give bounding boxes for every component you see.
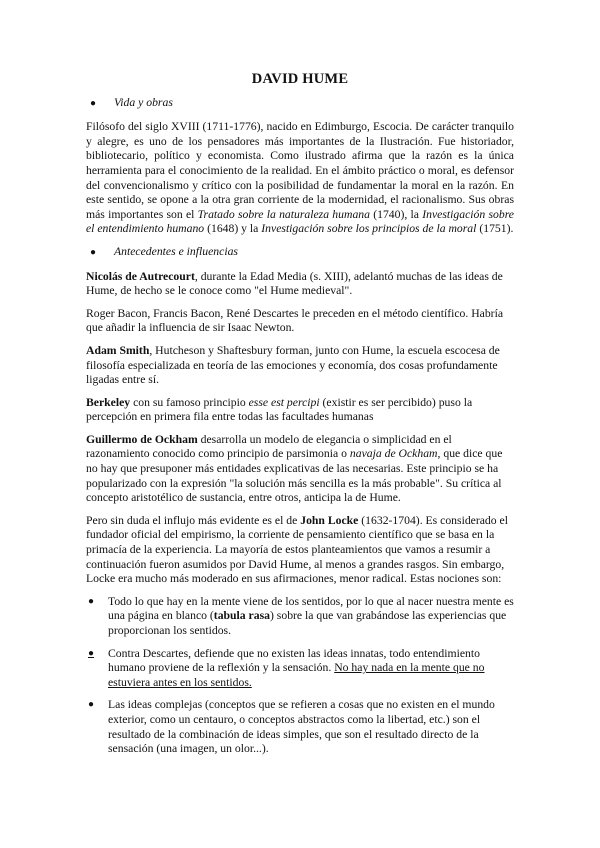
work-title: Investigación sobre los principios de la moral <box>261 222 477 236</box>
person-name: Adam Smith <box>86 343 150 357</box>
autrecourt-paragraph: Nicolás de Autrecourt, durante la Edad Media (s. XIII), adelantó muchas de las ideas de Hume, de hecho se le conoce como "el Hume medieval". <box>86 269 503 298</box>
section-heading-text: Antecedentes e influencias <box>114 244 238 258</box>
person-name: John Locke <box>300 513 359 527</box>
list-item-text: Todo lo que hay en la mente viene de los sentidos, por lo que al nacer nuestra mente es una página en blanco (tabula rasa) sobre la que van grabándose las experiencias que proporcionan los sentidos. <box>108 594 514 637</box>
section-heading-antecedentes <box>86 245 514 261</box>
berkeley-paragraph: Berkeley con su famoso principio esse est percipi (existir es ser percibido) puso la percepción en primera fila entre todas las facultades humanas <box>86 395 473 424</box>
list-item <box>86 647 514 691</box>
bullet-icon: ● <box>88 595 95 607</box>
latin-phrase: esse est percipi <box>248 395 320 409</box>
smith-paragraph: Adam Smith, Hutcheson y Shaftesbury forman, junto con Hume, la escuela escocesa de filosofía especializada en teoría de las emociones y economía, dos cosas profundamente ligadas entre sí. <box>86 343 500 387</box>
principle-name: navaja de Ockham <box>349 447 438 461</box>
ockham-paragraph: Guillermo de Ockham desarrolla un modelo de elegancia o simplicidad en el razonamiento conocido como principio de parsimonia o navaja de Ockham, que dice que no hay que presuponer más entidades explicativas de las necesarias. Este principio se ha popularizado con la expresión "la solución más sencilla es la más probable". Su crítica al concepto aristotélico de sustancia, entre otros, anticipa la de Hume. <box>86 432 503 505</box>
bullet-icon: ● <box>88 699 95 711</box>
list-item-text: Contra Descartes, defiende que no existen las ideas innatas, todo entendimiento humano proviene de la reflexión y la sensación. No hay nada en la mente que no estuviera antes en los sentidos. <box>108 646 485 689</box>
vida-paragraph: Filósofo del siglo XVIII (1711-1776), nacido en Edimburgo, Escocia. De carácter tranquilo y alegre, es uno de los pensadores más importantes de la Ilustración. Fue historiador, bibliotecario, político y economista. Como ilustrado afirma que la razón es la única herramienta para el conocimiento de la realidad. En el ámbito práctico o moral, es defensor del convencionalismo y crítico con la posibilidad de fundamentar la moral en la razón. En este sentido, se opone a la otra gran corriente de la modernidad, el racionalismo. Sus obras más importantes son el Tratado sobre la naturaleza humana (1740), la Investigación sobre el entendimiento humano (1648) y la Investigación sobre los principios de la moral (1751). <box>86 120 514 236</box>
bacon-paragraph: Roger Bacon, Francis Bacon, René Descartes le preceden en el método científico. Habría que añadir la influencia de sir Isaac Newton. <box>86 306 504 335</box>
locke-paragraph: Pero sin duda el influjo más evidente es el de John Locke (1632-1704). Es considerado el fundador oficial del empirismo, la corriente de pensamiento científico que se basa en la primacía de la experiencia. La mayoría de estos planteamientos que vamos a resumir a continuación fueron asumidos por David Hume, al menos a grandes rasgos. Sin embargo, Locke era mucho más moderado en sus afirmaciones, menor radical. Estas nociones son: <box>86 513 508 586</box>
list-item <box>86 595 514 639</box>
person-name: Guillermo de Ockham <box>86 432 198 446</box>
section-heading-text: Vida y obras <box>114 95 173 109</box>
work-title: Investigación sobre el entendimiento humano <box>86 207 514 236</box>
bullet-icon: ● <box>88 647 95 659</box>
person-name: Berkeley <box>86 395 131 409</box>
list-item <box>86 698 514 756</box>
underlined-statement: No hay nada en la mente que no estuviera antes en los sentidos. <box>108 661 485 689</box>
work-title: Tratado sobre la naturaleza humana <box>197 207 370 221</box>
bullet-icon: ● <box>90 97 97 109</box>
bullet-icon: ● <box>90 246 97 258</box>
page-title: DAVID HUME <box>251 71 349 87</box>
person-name: Nicolás de Autrecourt <box>86 269 195 283</box>
locke-notions-list <box>86 595 514 757</box>
key-term: tabula rasa <box>213 609 270 623</box>
section-heading-vida <box>86 96 514 112</box>
list-item-text: Las ideas complejas (conceptos que se refieren a cosas que no existen en el mundo exterior, como un centauro, o conceptos abstractos como la libertad, etc.) son el resultado de la combinación de ideas simples, que son el resultado directo de la sensación (una imagen, un olor...). <box>108 698 495 756</box>
